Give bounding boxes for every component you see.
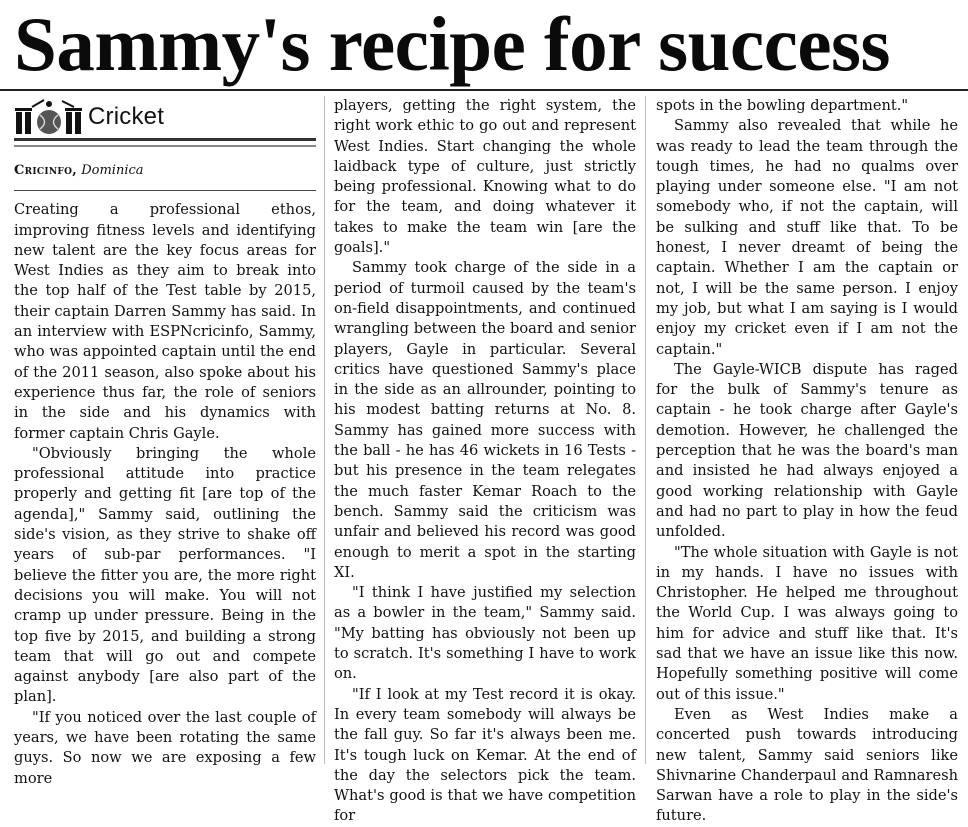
article-column-2: [334, 96, 636, 827]
article-column-3: [656, 96, 958, 827]
byline-agency: Cricinfo,: [14, 163, 78, 178]
paragraph: Creating a professional ethos, improving fitness levels and identifying new talent are the key focus areas for West Indies as they aim to break into the top half of the Test table by 2015, their captain Darren Sammy has said. In an interview with ESPNcricinfo, Sammy, who was appointed captain until the end of the 2011 season, also spoke about his experience thus far, the role of seniors in the side and his dynamics with former captain Chris Gayle.: [14, 201, 316, 442]
paragraph: "If I look at my Test record it is okay. In every team somebody will always be the fall guy. So far it's always been me. It's tough luck on Kemar. At the end of the day the selectors pick the team. What's good is that we have competition for: [334, 685, 636, 825]
cricket-icon: [14, 98, 84, 136]
paragraph: "I think I have justified my selection as a bowler in the team," Sammy said. "My batting has obviously not been up to scratch. It's something I have to work on.: [334, 584, 636, 683]
paragraph: Sammy also revealed that while he was ready to lead the team through the tough times, he had no qualms over playing under someone else. "I am not somebody who, if not the captain, will be sulking and stuff like that. To be honest, I never dreamt of being the captain. Whether I am the captain or not, I will be the same person. I enjoy my job, but what I am saying is I would enjoy my cricket even if I am not the captain.": [656, 117, 958, 358]
section-header: [14, 96, 316, 141]
paragraph: The Gayle-WICB dispute has raged for the bulk of Sammy's tenure as captain - he took charge after Gayle's demotion. However, he challenged the perception that he was the board's man and insisted he had always enjoyed a good working relationship with Gayle and had no part to play in how the feud unfolded.: [656, 360, 958, 541]
paragraph: Sammy took charge of the side in a period of turmoil caused by the team's on-field disappointments, and continued wrangling between the board and senior players, Gayle in particular. Several critics have questioned Sammy's place in the side as an allrounder, pointing to his modest batting returns at No. 8. Sammy has gained more success with the ball - he has 46 wickets in 16 Tests - but his presence in the team relegates the much faster Kemar Roach to the bench. Sammy said the criticism was unfair and believed his record was good enough to merit a spot in the starting XI.: [334, 259, 636, 581]
paragraph: "Obviously bringing the whole professional attitude into practice properly and getting fit [are top of the agenda]," Sammy said, outlining the side's vision, as they strive to shake off years of sub-par performances. "I believe the fitter you are, the more right decisions you will make. You will not cramp up under pressure. Being in the top five by 2015, and building a strong team that will go out and compete against anybody [are also part of the plan].: [14, 444, 316, 706]
headline-rule: [0, 89, 968, 91]
byline-place: Dominica: [81, 163, 144, 178]
section-underline: [14, 145, 316, 147]
column-divider: [645, 96, 646, 764]
column-divider: [324, 96, 325, 764]
paragraph: players, getting the right system, the right work ethic to go out and represent West Indies. Start changing the whole laidback type of culture, just strictly being professional. Knowing what to do for the team, and doing whatever it takes to make the team win [are the goals].": [334, 97, 636, 257]
byline: [14, 161, 316, 191]
section-label: Cricket: [88, 102, 165, 130]
article-column-1: [14, 96, 316, 789]
paragraph: spots in the bowling department.": [656, 97, 909, 114]
paragraph: "If you noticed over the last couple of years, we have been rotating the same guys. So now we are exposing a few more: [14, 708, 316, 787]
paragraph: "The whole situation with Gayle is not in my hands. I have no issues with Christopher. He helped me throughout the World Cup. I was always going to him for advice and stuff like that. It's sad that we have an issue like this now. Hopefully something positive will come out of this issue.": [656, 543, 958, 703]
headline: Sammy's recipe for success: [14, 1, 890, 87]
paragraph: Even as West Indies make a concerted push towards introducing new talent, Sammy said seniors like Shivnarine Chanderpaul and Ramnaresh Sarwan have a role to play in the side's future.: [656, 705, 958, 825]
